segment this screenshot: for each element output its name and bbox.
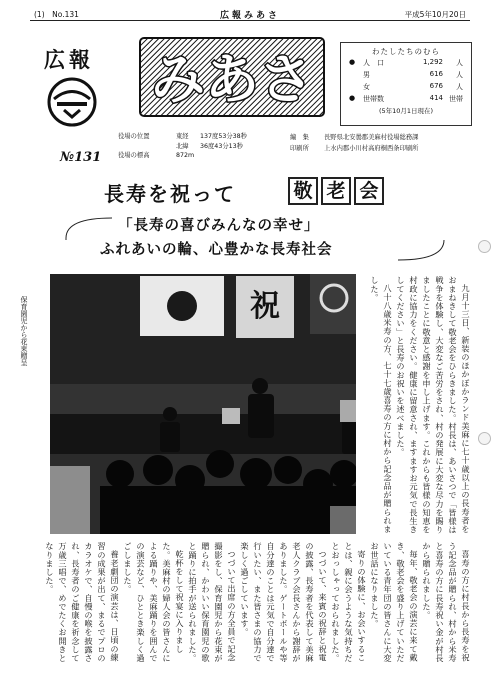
stats-row [341,93,471,105]
badge-char: 老 [321,177,351,205]
article-column-top [362,276,472,538]
page-number: (1) No.131 [34,10,79,19]
east-label: 東経 [176,133,189,140]
stats-label: 世帯数 [363,95,384,103]
north-value: 36度43分13秒 [200,142,243,150]
paragraph: 乾杯をして祝宴に入りました。美麻村の婦人会の皆さんによる踊りや、美麻踊りを囲んでの演芸など、ひととき楽しく過ごしました。 [123,542,185,663]
badge-char: 会 [354,177,384,205]
paragraph: 八十八歳米寿の方、七十七歳喜寿の方に村から記念品が贈られました。 [370,276,393,534]
paragraph: つづいて、来賓の祝辞と祝電の披露、長寿者を代表して美麻老人クラブ会長さんから謝辞がありました。ゲートボールや等自分達のことは元気で自分達で行いたい、また皆さまの協力で楽しく過ごしています。 [240,542,328,663]
page-header [30,6,470,20]
badge-char: 敬 [288,177,318,205]
stats-unit: 人 [456,59,463,67]
paragraph: 毎年、敬老会の演芸に来て戴き、敬老会を盛り上げていただいている青年団の皆さんに大変お世話になりました。 [370,542,419,663]
paragraph: 九月十三日、新装のほかぼかランド美麻に七十歳以上の長寿者をおまねきして敬老会をひらきました。村長は、あいさつで「皆様は戦争を体験し、大変なご苦労をされ、村の発展に大変な尽力を賜りましたことに敬意と感謝を申し上げます。これからも皆様の知恵を村政に協力をください。健康に留意され、ますますお元気で長生きしてください」と長寿のお祝いを述べました。 [396,276,471,534]
altitude-label: 役場の標高 [118,152,150,159]
village-emblem-icon [46,76,98,128]
east-value: 137度53分38秒 [200,133,247,140]
position-label: 役場の位置 [118,133,150,140]
masthead-kanji: 広報 [44,47,94,72]
paragraph: 養老劇団の演芸は、日頃の練習の成果が出て、まるでプロのカラオケで、自慢の喉を披露され、長寿者のご健康を祈念して万歳三唱で、めでたくお開きとなりました。 [45,542,120,663]
subhead-secondary: ふれあいの輪、心豊かな長寿社会 [100,241,333,258]
header-divider [30,20,470,21]
stats-note: (5年10月1日現在) [378,107,434,115]
stats-label: 女 [363,83,370,91]
paragraph: つづいて出席の方全員で記念撮影をし、保育園児から花束が贈られ、かわいい保育園児の歌と踊りに拍手が送られました。 [188,542,237,663]
stats-unit: 人 [456,71,463,79]
paragraph: 喜寿の方に村長から長寿を祝う記念品が贈られ、村から米寿と喜寿の方に長寿祝い金が村長から贈られました。 [422,542,471,663]
subhead-primary: 「長寿の喜びみんなの幸せ」 [118,217,320,234]
issue-date: 平成5年10月20日 [404,10,466,19]
binder-hole [478,432,491,445]
stats-unit: 世帯 [449,95,463,103]
publisher-info [290,132,418,154]
stats-value: 414 [429,94,443,102]
edit-value: 長野県北安曇郡美麻村役場総務課 [324,134,419,141]
stats-row [341,69,471,81]
event-photo [50,274,356,534]
article-headline: 長寿を祝って [104,182,236,206]
stats-label: 男 [363,71,370,79]
headline-badge [288,177,384,205]
logo-text: みあさ [151,48,313,111]
issue-number: №131 [60,150,102,165]
north-label: 北緯 [176,142,189,150]
print-value: 上水内郡小川村高府桐西条印刷所 [324,145,419,152]
edit-label: 編 集 [290,134,309,141]
binder-hole [478,240,491,253]
print-label: 印刷所 [290,145,309,152]
article-column-bottom [30,542,472,670]
altitude-value: 872m [176,152,195,159]
stats-row [341,81,471,93]
stats-bullet: ● [349,94,356,102]
paragraph: 寄りの体験に、お会いすることは、親に会うような気持ちだとおっしゃっておられました。 [331,542,367,663]
photo-caption: 保育園児から花束贈呈 [20,296,28,366]
stats-value: 1,292 [422,58,443,66]
location-info [118,132,247,161]
stats-title: わたしたちのむら [372,47,440,56]
stats-value: 676 [429,82,443,90]
masthead-logo [138,36,326,118]
stats-bullet: ● [349,58,356,66]
stats-unit: 人 [456,83,463,91]
paper-name: 広報みあさ [219,11,280,21]
stats-value: 616 [429,70,443,78]
stats-label: 人 口 [363,59,384,67]
village-stats-box [340,42,472,126]
stats-row [341,57,471,69]
banner-text: 祝 [250,289,280,324]
